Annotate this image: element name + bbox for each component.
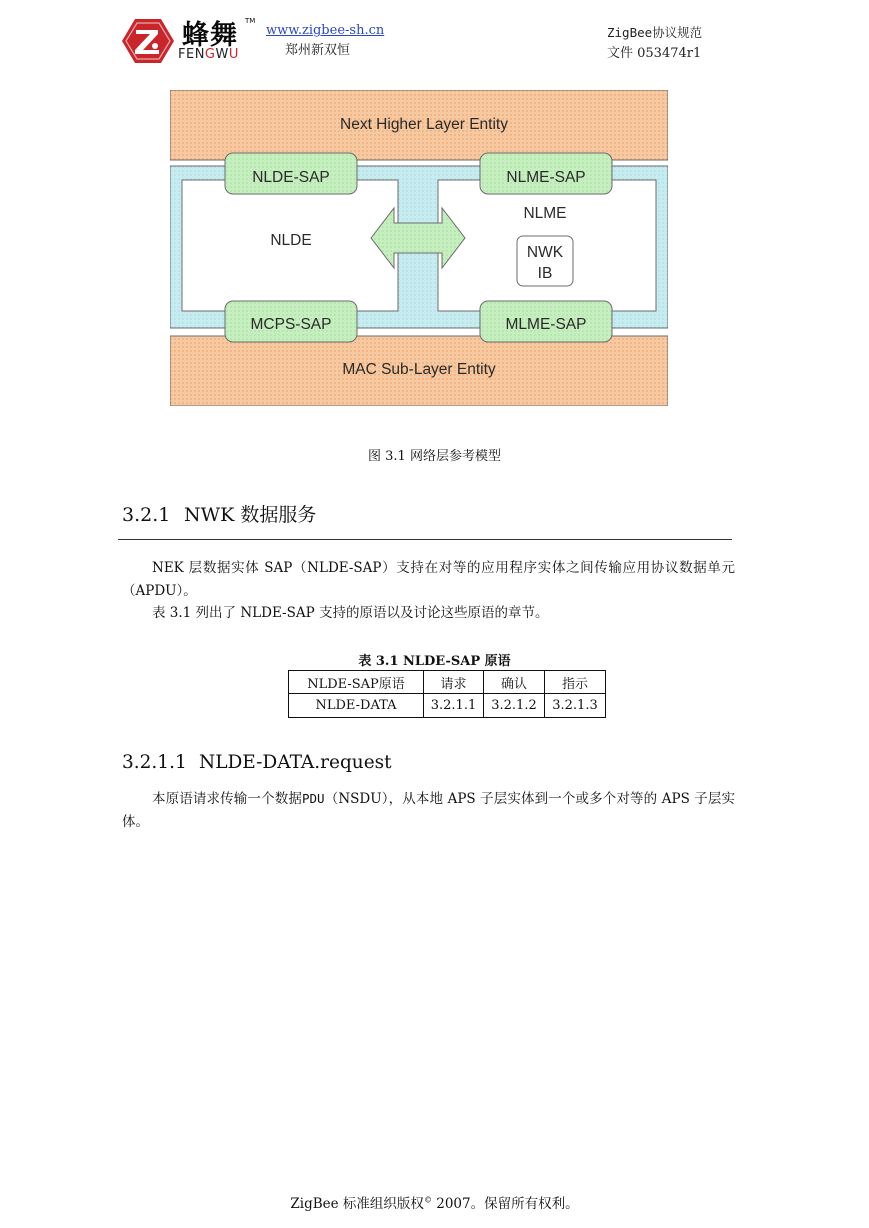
mcps-sap-label: MCPS-SAP	[250, 316, 332, 333]
document-number: 文件 053474r1	[607, 46, 702, 61]
table-header-row	[289, 671, 606, 694]
subsection-heading	[122, 752, 392, 773]
copyright-symbol: ©	[423, 1195, 432, 1205]
table-header-cell: NLDE-SAP原语	[289, 671, 424, 694]
logo-english-name	[178, 47, 239, 62]
trademark-mark: TM	[245, 17, 256, 25]
next-higher-layer-label: Next Higher Layer Entity	[340, 116, 508, 133]
ib-label: IB	[537, 265, 553, 282]
paragraph-text: （NSDU），从本地 APS 子层实体到一个或多个对等的 APS 子层实体。	[122, 791, 736, 830]
footer-text: ZigBee 标准组织版权	[290, 1196, 424, 1212]
company-location: 郑州新双恒	[285, 43, 351, 58]
table-header-cell: 确认	[484, 671, 545, 694]
paragraph-text-mono: PDU	[301, 791, 325, 806]
section-title: NWK 数据服务	[184, 504, 317, 526]
table-cell: 3.2.1.1	[424, 694, 484, 718]
table-cell: 3.2.1.3	[545, 694, 606, 718]
copyright-footer	[0, 1192, 869, 1212]
section-divider	[118, 539, 732, 540]
network-layer-reference-model-diagram	[170, 90, 668, 406]
nlde-label: NLDE	[270, 232, 312, 249]
logo-en-part: W	[215, 47, 229, 62]
subsection-title: NLDE-DATA.request	[199, 752, 392, 773]
nlme-sap-label: NLME-SAP	[506, 169, 586, 186]
table-cell: 3.2.1.2	[484, 694, 545, 718]
paragraph-nlde-sap-intro: NEK 层数据实体 SAP（NLDE-SAP）支持在对等的应用程序实体之间传输应用协议数据单元（APDU）。	[122, 560, 735, 599]
table-header-cell: 指示	[545, 671, 606, 694]
nlme-label: NLME	[523, 205, 567, 222]
figure-caption: 图 3.1 网络层参考模型	[368, 449, 501, 464]
logo-en-highlight: G	[204, 47, 216, 62]
subsection-number: 3.2.1.1	[122, 752, 187, 773]
mac-sublayer-label: MAC Sub-Layer Entity	[342, 361, 496, 378]
logo-en-part: FEN	[178, 47, 205, 62]
spec-title: ZigBee协议规范	[607, 25, 703, 40]
section-heading	[122, 500, 316, 527]
nlde-sap-label: NLDE-SAP	[252, 169, 330, 186]
nwk-label: NWK	[526, 244, 564, 261]
section-number: 3.2.1	[122, 504, 171, 526]
mlme-sap-label: MLME-SAP	[505, 316, 587, 333]
table-cell: NLDE-DATA	[289, 694, 424, 718]
footer-text: 2007。保留所有权利。	[431, 1196, 579, 1212]
table-caption: 表 3.1 NLDE-SAP 原语	[358, 654, 511, 669]
fengwu-logo-icon	[122, 18, 174, 64]
table-header-cell: 请求	[424, 671, 484, 694]
paragraph-nlde-data-request	[122, 787, 735, 834]
table-row	[289, 694, 606, 718]
website-link[interactable]: www.zigbee-sh.cn	[266, 23, 385, 38]
paragraph-text: 本原语请求传输一个数据	[152, 791, 302, 807]
logo-chinese-name: 蜂舞	[182, 20, 238, 51]
paragraph-table-reference: 表 3.1 列出了 NLDE-SAP 支持的原语以及讨论这些原语的章节。	[152, 605, 549, 621]
logo-en-highlight: U	[228, 47, 239, 62]
nlde-sap-primitives-table	[288, 670, 606, 718]
